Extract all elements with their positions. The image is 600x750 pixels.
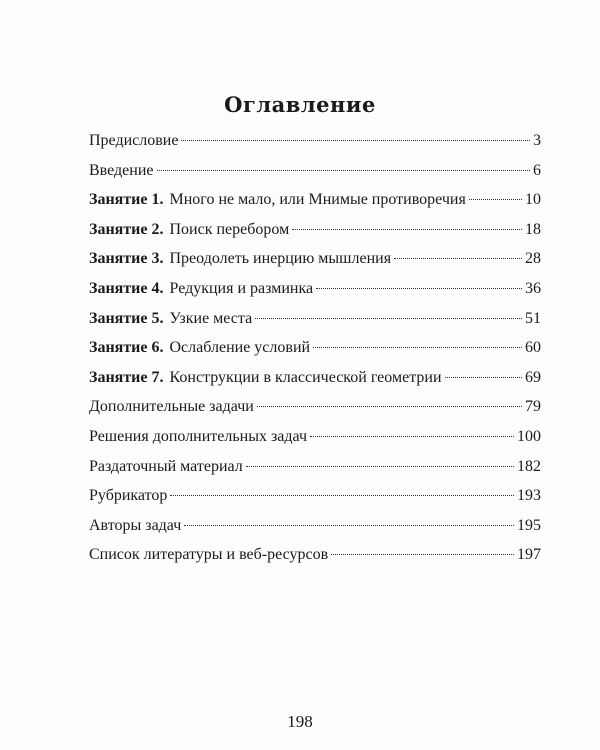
toc-entry-introduction[interactable] [89, 162, 541, 192]
toc-entry-title: Авторы задач [89, 516, 182, 534]
toc-entry-extra-solutions[interactable] [89, 428, 541, 458]
dot-leader [157, 170, 531, 171]
toc-entry-lesson-label: Занятие 5. [89, 309, 164, 327]
toc-entry-rubricator[interactable] [89, 487, 541, 517]
dot-leader [184, 525, 514, 526]
page-number: 198 [287, 712, 313, 731]
dot-leader [292, 229, 522, 230]
toc-entry-lesson-label: Занятие 7. [89, 368, 164, 386]
toc-entry-problem-authors[interactable] [89, 517, 541, 547]
toc-entry-lesson-5[interactable] [89, 310, 541, 340]
dot-leader [255, 318, 522, 319]
toc-entry-page: 182 [517, 457, 541, 475]
toc-entry-title: Раздаточный материал [89, 457, 243, 475]
toc-entry-page: 28 [525, 250, 541, 268]
toc-entry-title: Решения дополнительных задач [89, 427, 308, 445]
toc-entry-title: Преодолеть инерцию мышления [169, 250, 392, 268]
dot-leader [331, 554, 514, 555]
toc-entry-references[interactable] [89, 546, 541, 576]
toc-entry-lesson-label: Занятие 6. [89, 339, 164, 357]
toc-entry-page: 60 [525, 339, 541, 357]
toc-entry-preface[interactable] [89, 132, 541, 162]
toc-entry-title: Дополнительные задачи [89, 398, 254, 416]
toc-entry-page: 79 [525, 398, 541, 416]
toc-entry-lesson-1[interactable] [89, 191, 541, 221]
toc-entry-lesson-label: Занятие 4. [89, 279, 164, 297]
toc-entry-page: 10 [525, 191, 541, 209]
dot-leader [445, 377, 522, 378]
toc-entry-lesson-6[interactable] [89, 339, 541, 369]
toc-entry-title: Конструкции в классической геометрии [169, 368, 442, 386]
dot-leader [170, 495, 514, 496]
dot-leader [316, 288, 522, 289]
dot-leader [246, 466, 514, 467]
dot-leader [181, 140, 530, 141]
toc-entry-lesson-label: Занятие 2. [89, 220, 164, 238]
toc-entry-page: 51 [525, 309, 541, 327]
toc-entry-page: 36 [525, 279, 541, 297]
toc-entry-handouts[interactable] [89, 458, 541, 488]
toc-entry-page: 6 [533, 161, 541, 179]
toc-entry-title: Ослабление условий [169, 339, 311, 357]
toc-entry-title: Предисловие [89, 132, 179, 149]
toc-entry-page: 18 [525, 220, 541, 238]
toc-entry-lesson-2[interactable] [89, 221, 541, 251]
toc-entry-lesson-7[interactable] [89, 369, 541, 399]
toc-title: Оглавление [224, 92, 376, 117]
toc-entry-title: Редукция и разминка [169, 279, 314, 297]
toc-entry-page: 197 [517, 546, 541, 564]
dot-leader [313, 347, 522, 348]
dot-leader [394, 258, 522, 259]
toc-entry-title: Список литературы и веб-ресурсов [89, 546, 329, 564]
table-of-contents [89, 132, 541, 576]
dot-leader [257, 406, 522, 407]
dot-leader [310, 436, 514, 437]
toc-entry-title: Рубрикатор [89, 487, 168, 505]
toc-entry-page: 69 [525, 368, 541, 386]
dot-leader [469, 199, 522, 200]
toc-entry-page: 195 [517, 516, 541, 534]
toc-entry-page: 193 [517, 487, 541, 505]
toc-entry-title: Введение [89, 161, 154, 179]
toc-entry-page: 3 [533, 132, 541, 149]
toc-entry-lesson-label: Занятие 1. [89, 191, 164, 209]
toc-entry-extra-problems[interactable] [89, 398, 541, 428]
toc-entry-title: Узкие места [169, 309, 253, 327]
toc-entry-page: 100 [517, 427, 541, 445]
toc-entry-lesson-4[interactable] [89, 280, 541, 310]
toc-entry-lesson-label: Занятие 3. [89, 250, 164, 268]
toc-entry-title: Много не мало, или Мнимые противоречия [169, 191, 466, 209]
toc-entry-title: Поиск перебором [169, 220, 290, 238]
toc-entry-lesson-3[interactable] [89, 250, 541, 280]
